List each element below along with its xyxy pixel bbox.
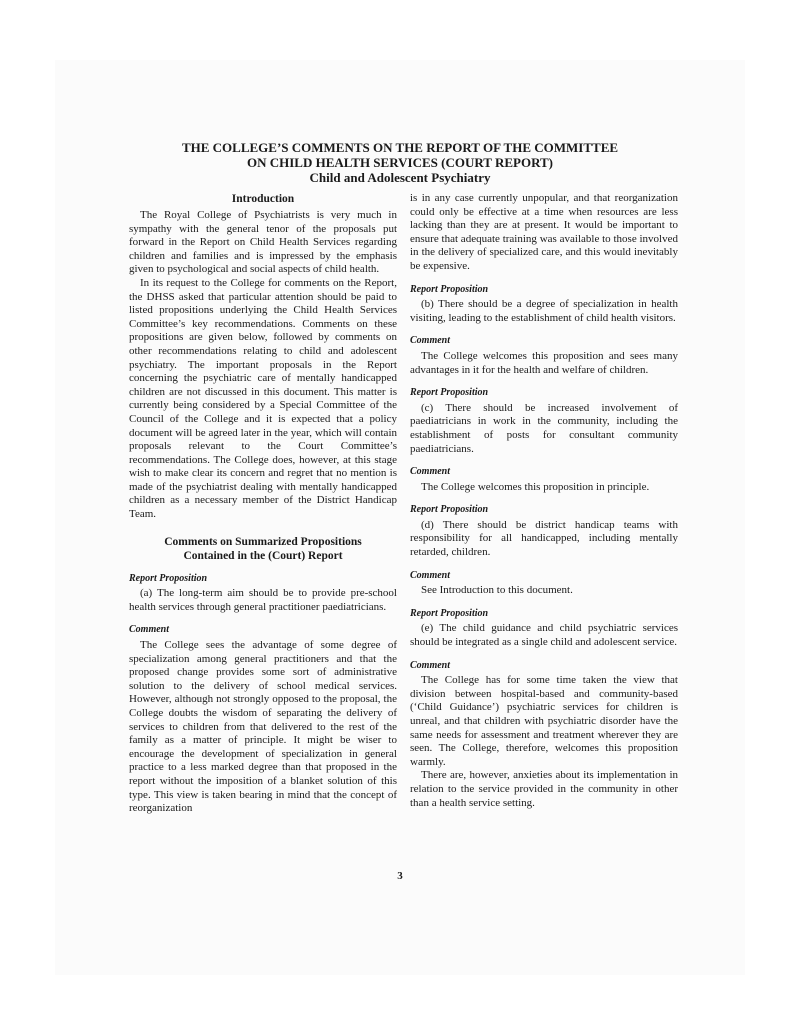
left-column — [129, 192, 397, 816]
comment-e-paragraph-2: There are, however, anxieties about its implementation in relation to the service provided in the community in other than a health service setting. — [410, 769, 678, 809]
title-line-2: ON CHILD HEALTH SERVICES (COURT REPORT) — [247, 155, 553, 170]
proposition-b: (b) There should be a degree of specialization in health visiting, leading to the establishment of child health visitors. — [410, 298, 678, 324]
proposition-d: (d) There should be district handicap teams with responsibility for all handicapped, including mentally retarded, children. — [410, 518, 678, 559]
comment-c: The College welcomes this proposition in principle. — [421, 480, 650, 493]
right-column — [410, 192, 678, 810]
comment-label: Comment — [410, 466, 451, 478]
comment-label: Comment — [410, 335, 451, 347]
comment-label: Comment — [410, 659, 451, 671]
comment-label: Comment — [129, 624, 170, 636]
intro-paragraph-2: In its request to the College for comments on the Report, the DHSS asked that particular attention should be paid to listed propositions underlying the Child Health Services Committee’s key recommendations. Comments on these propositions are given below, followed by comments on other recommendations relating to child and adolescent psychiatry. The important proposals in the Report concerning the psychiatric care of mentally handicapped children are not discussed in this document. This matter is currently being considered by a Special Committee of the Council of the College and it is expected that a policy document will be agreed later in the year, which will contain proposals relevant to the Court Committee’s recommendations. The College does, however, at this stage wish to make clear its concern and regret that no mention is made of the psychiatrist dealing with mentally handicapped children as a necessary member of the District Handicap Team. — [129, 276, 397, 521]
comment-b: The College welcomes this proposition and sees many advantages in it for the health and welfare of children. — [410, 349, 678, 376]
report-proposition-label: Report Proposition — [410, 504, 489, 516]
comment-e-paragraph-1: The College has for some time taken the view that division between hospital-based and community-based (‘Child Guidance’) psychiatric services for children is unreal, and that children with psychiatric disorder have the same needs for assessment and treatment wherever they are seen. The College, therefore, welcomes this proposition warmly. — [410, 674, 678, 768]
comment-d: See Introduction to this document. — [421, 584, 573, 597]
title-line-3: Child and Adolescent Psychiatry — [309, 170, 491, 185]
comment-a-part-2: is in any case currently unpopular, and that reorganization could only be effective at a time when resources are less lacking than they are at present. It would be important to ensure that adequate training was available to those involved in the delivery of specialized care, and this would inevitably be expensive. — [410, 192, 678, 272]
proposition-e: (e) The child guidance and child psychiatric services should be integrated as a single child and adolescent service. — [410, 622, 678, 649]
comments-heading-line-1: Comments on Summarized Propositions — [164, 535, 362, 548]
introduction-heading: Introduction — [231, 193, 295, 205]
intro-paragraph-1: The Royal College of Psychiatrists is very much in sympathy with the general tenor of the proposals put forward in the Report on Child Health Services regarding children and families and is impressed by the emphasis given to psychological and social aspects of child health. — [129, 209, 397, 276]
comment-label: Comment — [410, 569, 451, 581]
document-title — [100, 140, 700, 185]
page-number: 3 — [397, 870, 403, 882]
proposition-a: (a) The long-term aim should be to provide pre-school health services through general practitioner paediatricians. — [129, 587, 397, 613]
comments-heading-line-2: Contained in the (Court) Report — [183, 549, 343, 562]
proposition-c: (c) There should be increased involvement of paediatricians in work in the community, including the establishment of posts for consultant community paediatricians. — [410, 401, 678, 455]
report-proposition-label: Report Proposition — [410, 387, 489, 399]
report-proposition-label: Report Proposition — [410, 607, 489, 619]
title-line-1: THE COLLEGE’S COMMENTS ON THE REPORT OF THE COMMITTEE — [181, 140, 619, 155]
report-proposition-label: Report Proposition — [410, 283, 489, 295]
comments-section-heading — [129, 535, 397, 563]
comment-a-part-1: The College sees the advantage of some degree of specialization among general practitioners and that the proposed change provides some sort of administrative solution to the delivery of school medical services. However, although not strongly opposed to the proposal, the College doubts the wisdom of separating the delivery of services to children from that delivered to the rest of the family as a matter of principle. It might be wiser to encourage the development of specialization in general practice to a less marked degree than that proposed in the report without the imposition of a blanket solution of this type. This view is taken bearing in mind that the concept of reorganization — [129, 639, 397, 815]
report-proposition-label: Report Proposition — [129, 572, 208, 584]
